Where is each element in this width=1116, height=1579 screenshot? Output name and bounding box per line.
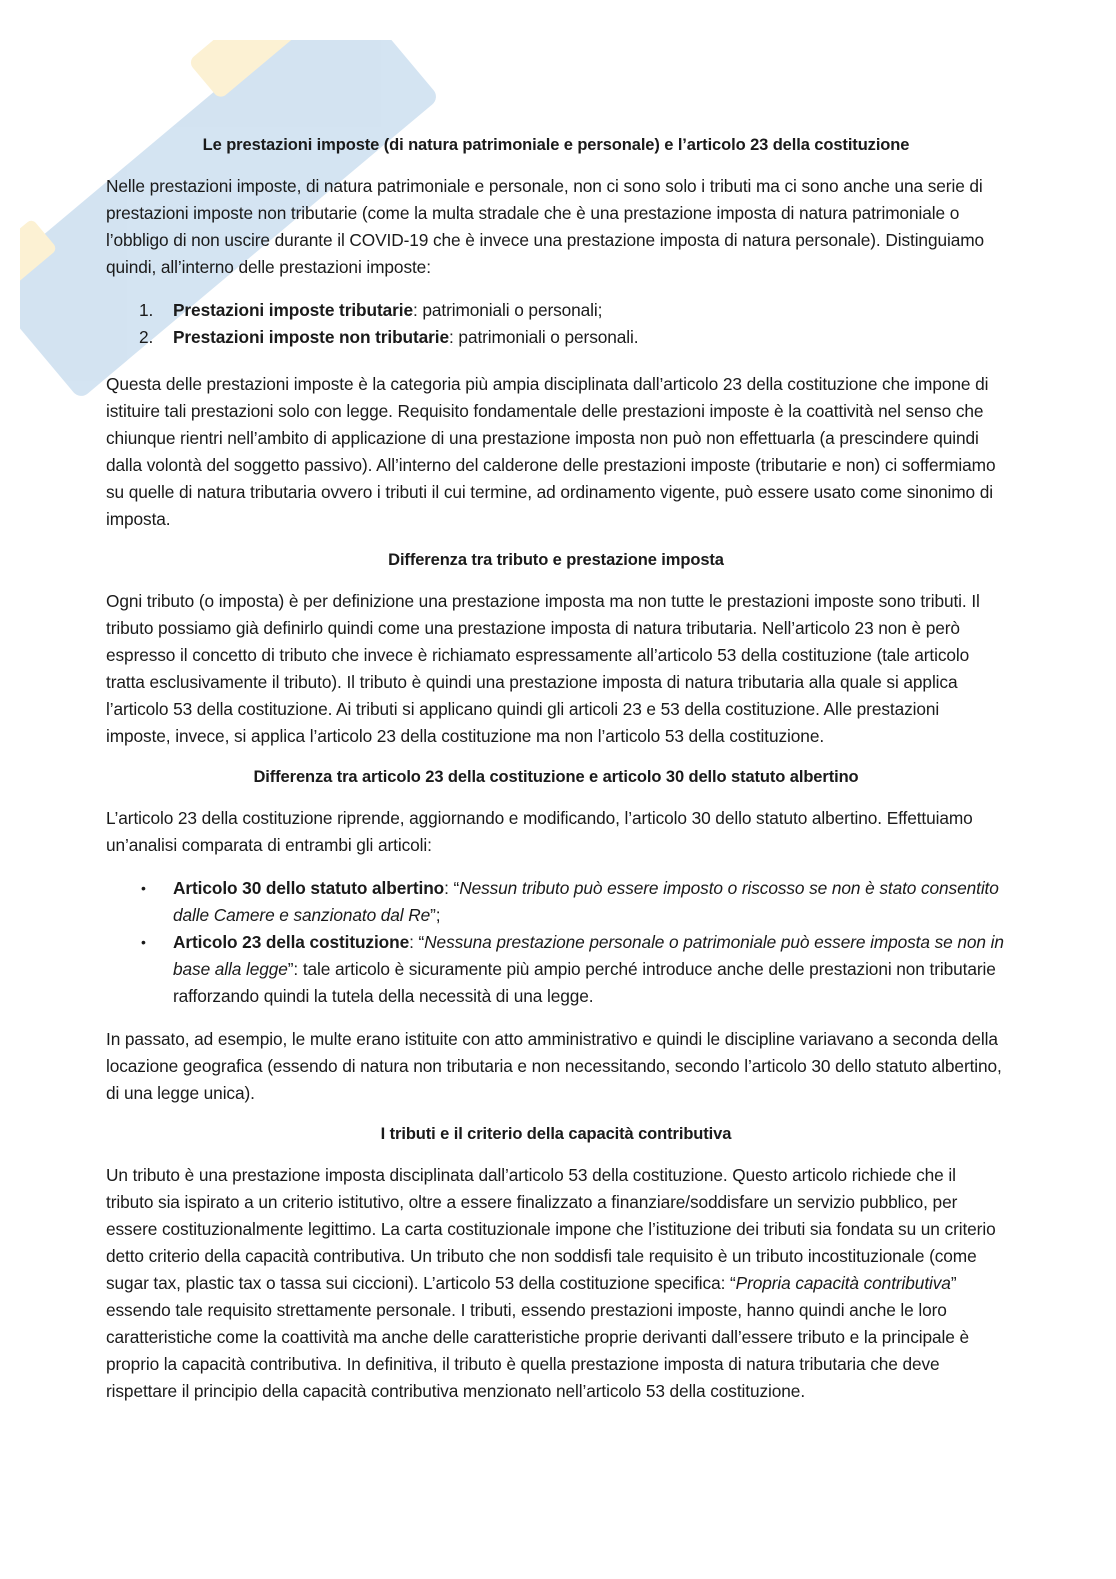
list-marker: 2.: [139, 327, 154, 347]
bullet-marker: •: [141, 934, 146, 950]
italic-phrase: Propria capacità contributiva: [735, 1273, 951, 1293]
paragraph: Nelle prestazioni imposte, di natura patrimoniale e personale, non ci sono solo i tributi ma ci sono anche una serie di prestazioni imposte non tributarie (come la multa stradale che è una prestazione imposta di natura patrimoniale o l’obbligo di non uscire durante il COVID-19 che è invece una prestazione imposta di natura personale). Distinguiamo quindi, all’interno delle prestazioni imposte:: [106, 176, 985, 277]
list-item-text: : patrimoniali o personali.: [449, 327, 639, 347]
list-item-term: Prestazioni imposte tributarie: [173, 300, 413, 320]
section-title: Le prestazioni imposte (di natura patrimoniale e personale) e l’articolo 23 della costituzione: [202, 136, 910, 154]
list-item-text: : patrimoniali o personali;: [412, 300, 603, 320]
article-quote: Nessun tributo può essere imposto o riscosso se non è stato consentito dalle Camere e sanzionato dal Re: [173, 878, 999, 925]
quote-close: ”: tale articolo è sicuramente più ampio perché introduce anche delle prestazioni non tributarie rafforzando quindi la tutela della necessità di una legge.: [173, 959, 996, 1006]
paragraph: In passato, ad esempio, le multe erano istituite con atto amministrativo e quindi le discipline variavano a seconda della locazione geografica (essendo di natura non tributaria e non necessitando, secondo l’articolo 30 dello statuto albertino, di una legge unica).: [106, 1029, 1002, 1103]
article-quote: Nessuna prestazione personale o patrimoniale può essere imposta se non in base alla legge: [173, 932, 1004, 979]
quote-open: : “: [444, 878, 460, 898]
paragraph: Ogni tributo (o imposta) è per definizione una prestazione imposta ma non tutte le prestazioni imposte sono tributi. Il tributo possiamo già definirlo quindi come una prestazione imposta di natura tributaria. Nell’articolo 23 non è però espresso il concetto di tributo che invece è richiamato espressamente all’articolo 53 della costituzione (tale articolo tratta esclusivamente il tributo). Il tributo è quindi una prestazione imposta di natura tributaria alla quale si applica l’articolo 53 della costituzione. Ai tributi si applicano quindi gli articoli 23 e 53 della costituzione. Alle prestazioni imposte, invece, si applica l’articolo 23 della costituzione ma non l’articolo 53 della costituzione.: [106, 591, 980, 746]
list-item: [106, 929, 1006, 1010]
list-item: [106, 875, 1006, 929]
paragraph-text: ” essendo tale requisito strettamente personale. I tributi, essendo prestazioni imposte, hanno quindi anche le loro caratteristiche come la coattività ma anche delle caratteristiche proprie derivanti dall’essere tributo e la principale è proprio la capacità contributiva. In definitiva, il tributo è quella prestazione imposta di natura tributaria che deve rispettare il principio della capacità contributiva menzionato nell’articolo 53 della costituzione.: [106, 1273, 969, 1401]
paragraph: [106, 1162, 1006, 1405]
bullet-list: [106, 875, 1006, 1010]
list-item-term: Articolo 23 della costituzione: [173, 932, 410, 952]
document-page: [106, 132, 1006, 1405]
section-title: I tributi e il criterio della capacità contributiva: [380, 1125, 732, 1143]
paragraph-text: Un tributo è una prestazione imposta disciplinata dall’articolo 53 della costituzione. Questo articolo richiede che il tributo sia ispirato a un criterio istitutivo, oltre a essere finalizzato a finanziare/soddisfare un servizio pubblico, per essere costituzionalmente legittimo. La carta costituzionale impone che l’istituzione dei tributi sia fondata su un criterio detto criterio della capacità contributiva. Un tributo che non soddisfi tale requisito è un tributo incostituzionale (come sugar tax, plastic tax o tassa sui ciccioni). L’articolo 53 della costituzione specifica: “: [106, 1165, 996, 1293]
paragraph: L’articolo 23 della costituzione riprende, aggiornando e modificando, l’articolo 30 dello statuto albertino. Effettuiamo un’analisi comparata di entrambi gli articoli:: [106, 808, 973, 855]
bullet-marker: •: [141, 880, 146, 896]
numbered-list: [106, 297, 1006, 351]
section-title: Differenza tra articolo 23 della costituzione e articolo 30 dello statuto albertino: [253, 768, 859, 786]
quote-close: ”;: [430, 905, 441, 925]
list-item: [106, 324, 1006, 351]
list-item-term: Articolo 30 dello statuto albertino: [173, 878, 445, 898]
paragraph: Questa delle prestazioni imposte è la categoria più ampia disciplinata dall’articolo 23 della costituzione che impone di istituire tali prestazioni solo con legge. Requisito fondamentale delle prestazioni imposte è la coattività nel senso che chiunque rientri nell’ambito di applicazione di una prestazione imposta non può non effettuarla (a prescindere quindi dalla volontà del soggetto passivo). All’interno del calderone delle prestazioni imposte (tributarie e non) ci soffermiamo su quelle di natura tributaria ovvero i tributi il cui termine, ad ordinamento vigente, può essere usato come sinonimo di imposta.: [106, 374, 996, 529]
list-item: [106, 297, 1006, 324]
list-marker: 1.: [139, 300, 154, 320]
section-title: Differenza tra tributo e prestazione imposta: [388, 551, 724, 569]
quote-open: : “: [409, 932, 425, 952]
list-item-term: Prestazioni imposte non tributarie: [173, 327, 450, 347]
